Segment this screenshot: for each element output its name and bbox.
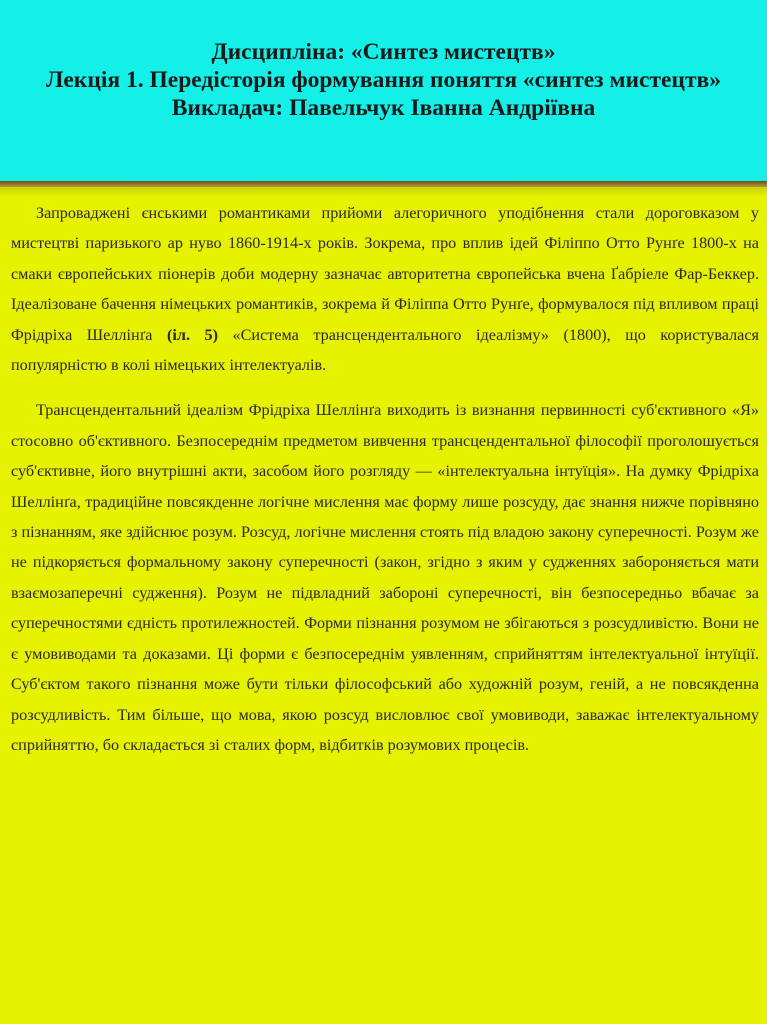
discipline-title: Дисципліна: «Синтез мистецтв» (211, 39, 556, 65)
paragraph-1-part-1: Запроваджені єнськими романтиками прийоми алегоричного уподібнення стали дороговказом у мистецтві паризького ар нуво 1860-1914-х років. Зокрема, про вплив ідей Філіппо Отто Рунґе 1800-х на смаки європейських піонерів доби модерну зазначає авторитетна європейська вчена Ґабріеле Фар-Беккер. Ідеалізоване бачення німецьких романтиків, зокрема й Філіппа Отто Рунґе, формувалося під впливом праці Фрідріха Шеллінґа (11, 204, 759, 344)
title-banner (0, 0, 767, 181)
paragraph-2: Трансцендентальний ідеалізм Фрідріха Шеллінґа виходить із визнання первинності суб'єктивного «Я» стосовно об'єктивного. Безпосереднім предметом вивчення трансцендентальної філософії проголошується суб'єктивне, його внутрішні акти, засобом його розгляду — «інтелектуальна інтуїція». На думку Фрідріха Шеллінґа, традиційне повсякденне логічне мислення має форму лише розсуду, дає знання нижче порівняно з пізнанням, яке здійснює розум. Розсуд, логічне мислення стоять під владою закону суперечності. Розум же не підкоряється формальному закону суперечності (закон, згідно з яким у судженнях забороняється мати взаємозаперечні судження). Розум не підвладний забороні суперечності, він безпосередньо вбачає за суперечностями єдність протилежностей. Форми пізнання розумом не збігаються з розсудливістю. Вони не є умовиводами та доказами. Ці форми є безпосереднім уявленням, сприйняттям інтелектуальної інтуїції. Суб'єктом такого пізнання може бути тільки філософський або художній розум, геній, а не повсякденна розсудливість. Тим більше, що мова, якою розсуд висловлює свої умовиводи, заважає інтелектуальному сприйняттю, бо складається зі сталих форм, відбитків розумових процесів. (11, 401, 759, 754)
paragraph-1 (11, 198, 759, 380)
body-text (11, 198, 759, 775)
lecture-title: Лекція 1. Передісторія формування поняття «синтез мистецтв» (46, 67, 721, 93)
lecturer-name: Викладач: Павельчук Іванна Андріївна (171, 95, 596, 121)
illustration-reference: (іл. 5) (167, 325, 219, 344)
paragraph-1-part-2: «Система трансцендентального ідеалізму» (1800), що користувалася популярністю в колі німецьких інтелектуалів. (11, 325, 759, 375)
divider-shadow (0, 187, 767, 197)
